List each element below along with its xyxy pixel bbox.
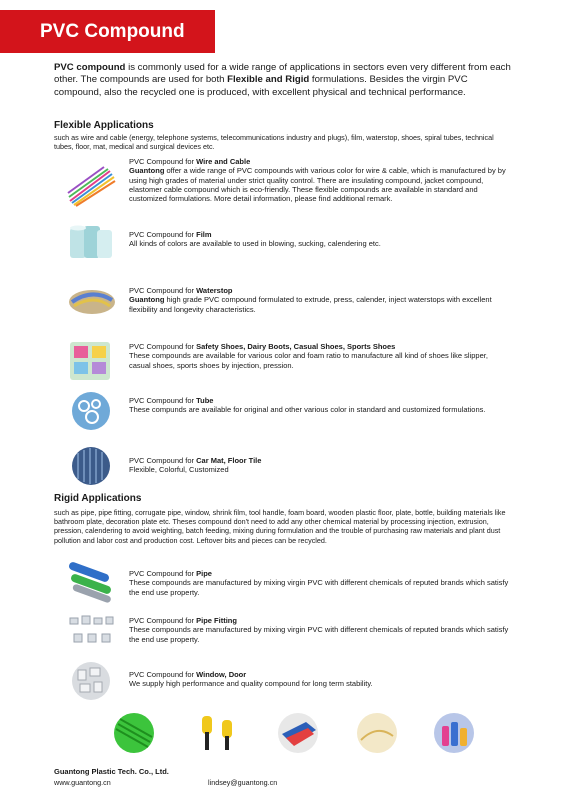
item-body: All kinds of colors are available to used in blowing, sucking, calendering etc. xyxy=(129,239,381,249)
item-body: We supply high performance and quality compound for long term stability. xyxy=(129,679,373,689)
rigid-desc: such as pipe, pipe fitting, corrugate pipe, window, shrink film, tool handle, foam board, wooden plastic floor, plate, bottle, building materials like bathroom plate, decoration plate etc. Theses compound don't need to add any other chemical material by processing injection, extrusion, pression, calendering to avoid weighting, batch feeding, mixing during formulation and the trouble of purchasing raw materials and plant dust pollution and labor cost and production cost. Leftover bits and pieces can be recycled. xyxy=(54,508,506,545)
pipe-image xyxy=(66,562,116,604)
item-window-door xyxy=(129,670,511,689)
flexible-desc: such as wire and cable (energy, telephone systems, telecommunications industry and plugs), film, waterstop, shoes, spiral tubes, technical tubes, floor, mat, medical and surgical devices etc. xyxy=(54,133,494,152)
item-body: Flexible, Colorful, Customized xyxy=(129,465,229,475)
item-prefix: PVC Compound for xyxy=(129,157,197,166)
item-pipe xyxy=(129,569,511,597)
item-body: These compounds are manufactured by mixing virgin PVC with different chemicals of reputed brands which satisfy the end use property. xyxy=(129,625,509,644)
item-name: Pipe xyxy=(196,569,212,578)
car-mat-image xyxy=(66,445,116,487)
intro-paragraph xyxy=(54,62,514,99)
item-prefix: PVC Compound for xyxy=(129,670,197,679)
window-door-image xyxy=(66,660,116,702)
item-brand: Guantong xyxy=(129,295,165,305)
item-film xyxy=(129,230,511,249)
item-wire-cable xyxy=(129,157,511,203)
item-name: Film xyxy=(196,230,212,239)
item-shoes xyxy=(129,342,511,370)
wire-cable-image xyxy=(66,165,116,207)
intro-bold-2: Flexible and Rigid xyxy=(227,74,310,86)
page-title-banner xyxy=(0,10,215,53)
item-prefix: PVC Compound for xyxy=(129,616,197,625)
item-prefix: PVC Compound for xyxy=(129,342,197,351)
item-brand: Guantong xyxy=(129,166,165,176)
shoes-image xyxy=(66,340,116,382)
tool-handle-image xyxy=(196,712,240,754)
footer-website[interactable]: www.guantong.cn xyxy=(54,778,111,787)
item-body: These compounds are manufactured by mixing virgin PVC with different chemicals of reputed brands which satisfy the end use property. xyxy=(129,578,509,597)
item-prefix: PVC Compound for xyxy=(129,456,197,465)
bottle-image xyxy=(432,712,476,754)
item-body: high grade PVC compound formulated to extrude, press, calender, inject waterstops with excellent flexibility and longevity characteristics. xyxy=(129,295,492,314)
pipe-fitting-image xyxy=(66,612,116,654)
flexible-title: Flexible Applications xyxy=(54,120,154,131)
item-pipe-fitting xyxy=(129,616,511,644)
item-waterstop xyxy=(129,286,511,314)
item-name: Car Mat, Floor Tile xyxy=(196,456,262,465)
item-body: offer a wide range of PVC compounds with various color for wire & cable, which is manufactured by by using high grades of material under strict quality control. There are insulating compound, jacket compound, elastomer cable compound which is eco-friendly. These flexible compounds are available in standard and customized formulations. More detail information, please find additional remark. xyxy=(129,166,506,204)
item-prefix: PVC Compound for xyxy=(129,569,197,578)
intro-text-1: is commonly used for a wide range of applications in sectors even very different from each other. The compounds are used for both xyxy=(54,62,511,86)
item-body: These compounds are available for various color and foam ratio to manufacture all kind of shoes like slipper, casual shoes, sports shoes by injection, pression. xyxy=(129,351,488,370)
item-name: Wire and Cable xyxy=(196,157,251,166)
item-prefix: PVC Compound for xyxy=(129,286,197,295)
item-name: Window, Door xyxy=(196,670,247,679)
intro-lead: PVC compound xyxy=(54,62,126,73)
item-tube xyxy=(129,396,511,415)
page-title: PVC Compound xyxy=(40,21,185,42)
item-body: These compunds are available for original and other various color in standard and customized formulations. xyxy=(129,405,486,415)
item-prefix: PVC Compound for xyxy=(129,396,197,405)
item-name: Waterstop xyxy=(196,286,233,295)
footer-company: Guantong Plastic Tech. Co., Ltd. xyxy=(54,767,169,776)
item-name: Pipe Fitting xyxy=(196,616,237,625)
film-rolls-image xyxy=(66,222,116,264)
item-name: Tube xyxy=(196,396,214,405)
item-car-mat xyxy=(129,456,511,475)
rigid-title: Rigid Applications xyxy=(54,493,142,504)
item-name: Safety Shoes, Dairy Boots, Casual Shoes, Sports Shoes xyxy=(196,342,396,351)
corrugated-hose-image xyxy=(112,712,156,754)
intro-text-2: formulations. Besides the virgin PVC compound, also the recycled one is produced, with excellent physical and technical performance. xyxy=(54,74,468,98)
tube-image xyxy=(66,390,116,432)
plate-image xyxy=(355,712,399,754)
foam-board-image xyxy=(276,712,320,754)
footer-email[interactable]: lindsey@guantong.cn xyxy=(208,778,278,787)
item-prefix: PVC Compound for xyxy=(129,230,197,239)
waterstop-image xyxy=(66,280,116,322)
